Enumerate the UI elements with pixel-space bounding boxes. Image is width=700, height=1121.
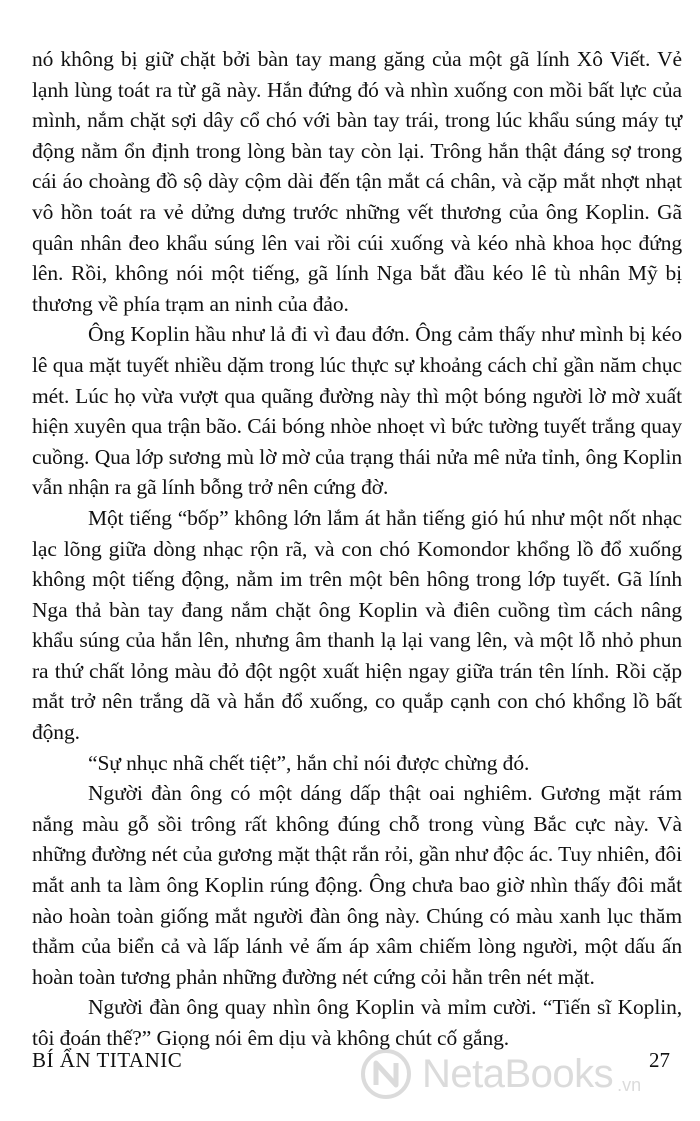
watermark-tld: .vn [617,1075,642,1095]
netabooks-logo-icon [360,1048,412,1100]
page-number: 27 [649,1048,670,1072]
netabooks-watermark [360,1044,641,1104]
paragraph-5: Người đàn ông có một dáng dấp thật oai nghiêm. Gương mặt rám nắng màu gỗ sồi trông rất không đúng chỗ trong vùng Bắc cực này. Và những đường nét của gương mặt thật rắn rỏi, gần như độc ác. Tuy nhiên, đôi mắt anh ta làm ông Koplin rúng động. Ông chưa bao giờ nhìn thấy đôi mắt nào hoàn toàn giống mắt người đàn ông này. Chúng có màu xanh lục thăm thẳm của biển cả và lấp lánh vẻ ấm áp xâm chiếm lòng người, một dấu ấn hoàn toàn tương phản những đường nét cứng cỏi hằn trên nét mặt. [32,781,682,989]
paragraph-6: Người đàn ông quay nhìn ông Koplin và mỉm cười. “Tiến sĩ Koplin, tôi đoán thế?” Giọng nói êm dịu và không chút cố gắng. [32,995,682,1050]
page-body-text [32,44,682,1054]
paragraph-2: Ông Koplin hầu như lả đi vì đau đớn. Ông cảm thấy như mình bị kéo lê qua mặt tuyết nhiều dặm trong lúc thực sự khoảng cách chỉ gần năm chục mét. Lúc họ vừa vượt qua quãng đường này thì một bóng người lờ mờ xuất hiện xuyên qua trận bão. Cái bóng nhòe nhoẹt vì bức tường tuyết trắng quay cuồng. Qua lớp sương mù lờ mờ của trạng thái nửa mê nửa tỉnh, ông Koplin vẫn nhận ra gã lính bỗng trở nên cứng đờ. [32,322,682,500]
running-footer-book-title: BÍ ẨN TITANIC [32,1048,183,1072]
paragraph-4: “Sự nhục nhã chết tiệt”, hắn chỉ nói được chừng đó. [88,750,530,775]
paragraph-3: Một tiếng “bốp” không lớn lắm át hẳn tiếng gió hú như một nốt nhạc lạc lõng giữa dòng nhạc rộn rã, và con chó Komondor khổng lồ đổ xuống không một tiếng động, nằm im trên một bên hông trong lớp tuyết. Gã lính Nga thả bàn tay đang nắm chặt ông Koplin và điên cuồng tìm cách nâng khẩu súng của hắn lên, nhưng âm thanh lạ lại vang lên, và một lỗ nhỏ phun ra thứ chất lỏng màu đỏ đột ngột xuất hiện ngay giữa trán tên lính. Rồi cặp mắt trở nên trắng dã và hắn đổ xuống, co quắp cạnh con chó khổng lồ bất động. [32,505,682,745]
watermark-brand: NetaBooks [422,1051,614,1096]
paragraph-1: nó không bị giữ chặt bởi bàn tay mang găng của một gã lính Xô Viết. Vẻ lạnh lùng toát ra từ gã này. Hắn đứng đó và nhìn xuống con mồi bất lực của mình, nắm chặt sợi dây cổ chó với bàn tay trái, trong lúc khẩu súng máy tự động nằm ổn định trong lòng bàn tay còn lại. Trông hắn thật đáng sợ trong cái áo choàng đồ sộ dày cộm dài đến tận mắt cá chân, và cặp mắt nhợt nhạt vô hồn toát ra vẻ dửng dưng trước những vết thương của ông Koplin. Gã quân nhân đeo khẩu súng lên vai rồi cúi xuống và kéo nhà khoa học đứng lên. Rồi, không nói một tiếng, gã lính Nga bắt đầu kéo lê tù nhân Mỹ bị thương về phía trạm an ninh của đảo. [32,47,682,316]
